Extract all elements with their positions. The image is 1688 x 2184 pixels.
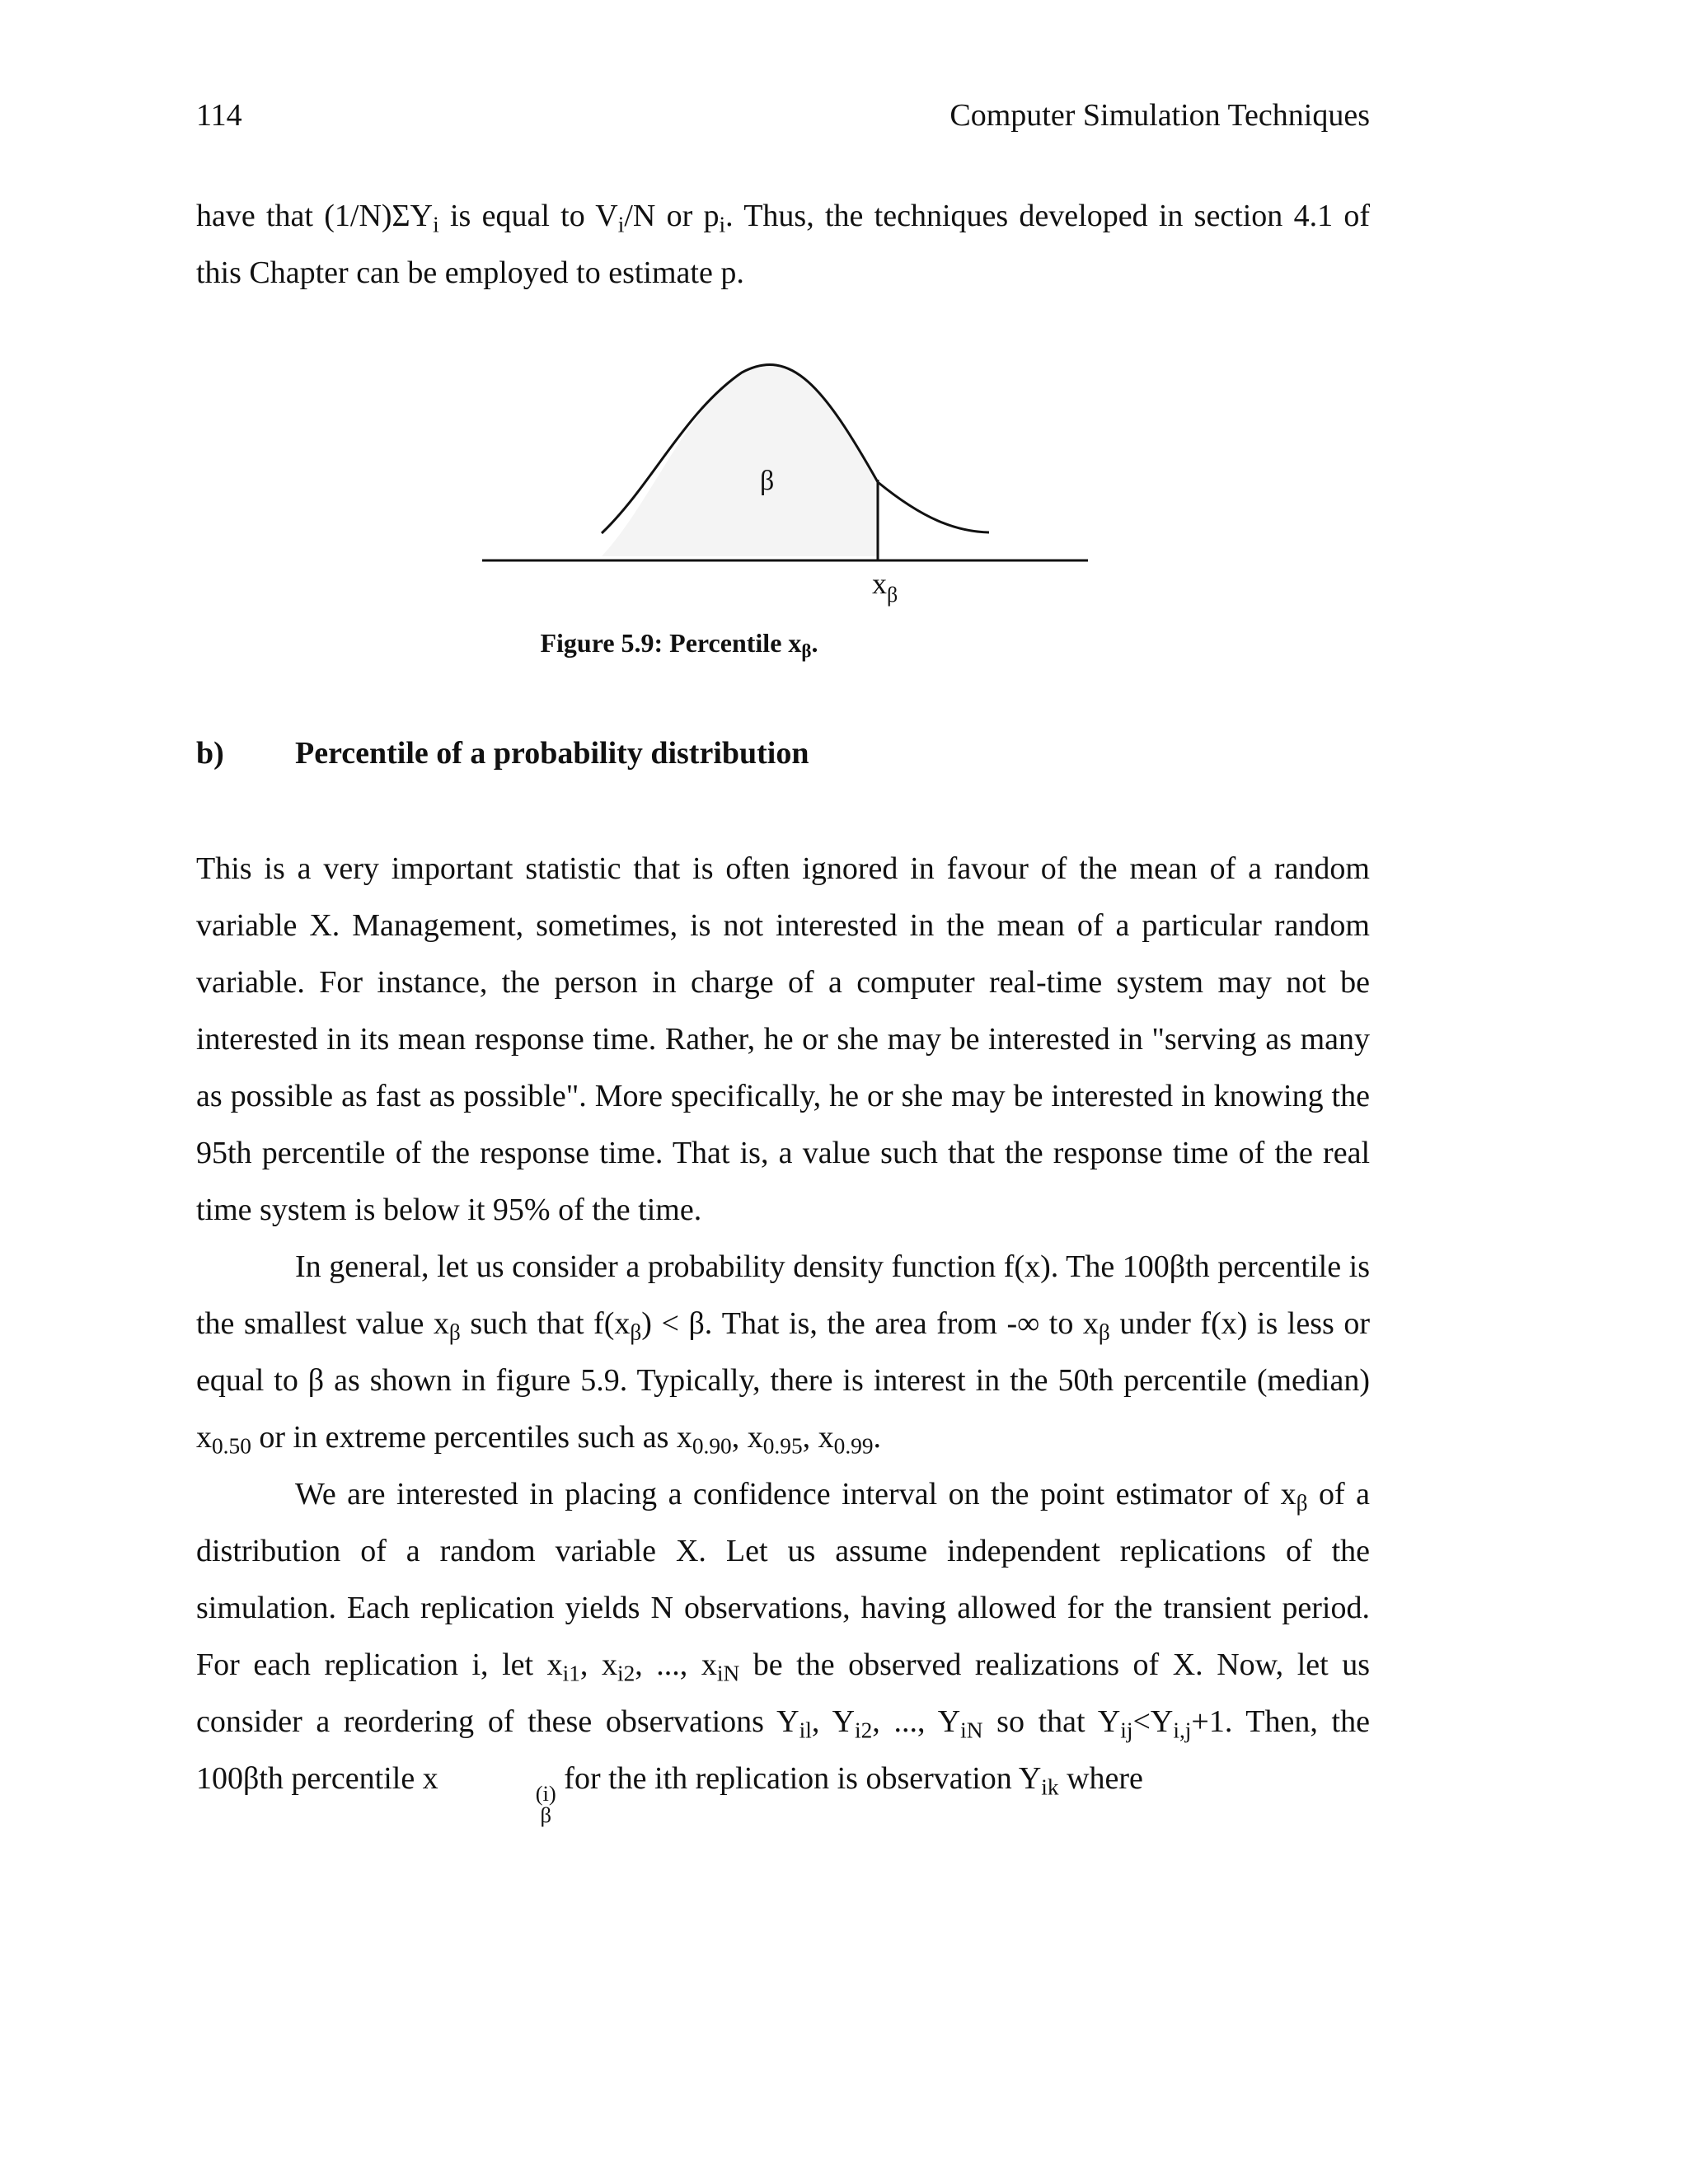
body-text (196, 841, 1370, 1826)
x-beta-label: $x_\beta$ (872, 567, 898, 607)
page-number: 114 (196, 98, 242, 133)
running-title: Computer Simulation Techniques (950, 98, 1370, 133)
percentile-figure (462, 354, 1121, 651)
section-title: Percentile of a probability distribution (295, 736, 809, 771)
paragraph-percentile-intro: This is a very important statistic that is often ignored in favour of the mean of a random variable X. Management, sometimes, is not interested in the mean of a particular random variable. For instance, the person in charge of a computer real-time system may not be interested in its mean response time. Rather, he or she may be interested in "serving as many as possible as fast as possible". More specifically, he or she may be interested in knowing the 95th percentile of the response time. That is, a value such that the response time of the real time system is below it 95% of the time. (196, 851, 1370, 1227)
intro-paragraph: have that $(1/N)\Sigma Y_i$ is equal to $V_i/N$ or $p_i$. Thus, the techniques developed in section 4.1 of this Chapter can be employed to estimate p. (196, 199, 1370, 290)
x-beta-i-symbol: (i) β (535, 1780, 556, 1828)
figure-caption: Figure 5.9: Percentile $x_\beta$. (540, 628, 818, 662)
paragraph-percentile-definition: In general, let us consider a probability density function f(x). The 100βth percentile is the smallest value $x_\beta$ such that $f(x_\beta) < \beta$. That is, the area from -∞ to $x_\beta$ under f(x) is less or equal to β as shown in figure 5.9. Typically, there is interest in the 50th percentile (median) $x_{0.50}$ or in extreme percentiles such as $x_{0.90}$, $x_{0.95}$, $x_{0.99}$. (196, 1249, 1370, 1459)
shaded-area (602, 365, 878, 556)
paragraph-confidence-interval: We are interested in placing a confidence interval on the point estimator of $x_\beta$ of a distribution of a random variable X. Let us assume independent replications of the simulation. Each replication yields N observations, having allowed for the transient period. For each replication i, let $x_{i1}$, $x_{i2}$, ..., $x_{iN}$ be the observed realizations of X. Now, let us consider a reordering of these observations $Y_{il}$, $Y_{i2}$, ..., $Y_{iN}$ so that $Y_{ij}<Y_{i,j}+1$. Then, the 100βth percentile x (i) β for the ith replication is observation $Y_{ik}$ where (196, 1477, 1371, 1828)
section-number: b) (196, 736, 224, 771)
area-label-beta: β (760, 466, 775, 496)
section-heading (196, 735, 809, 771)
